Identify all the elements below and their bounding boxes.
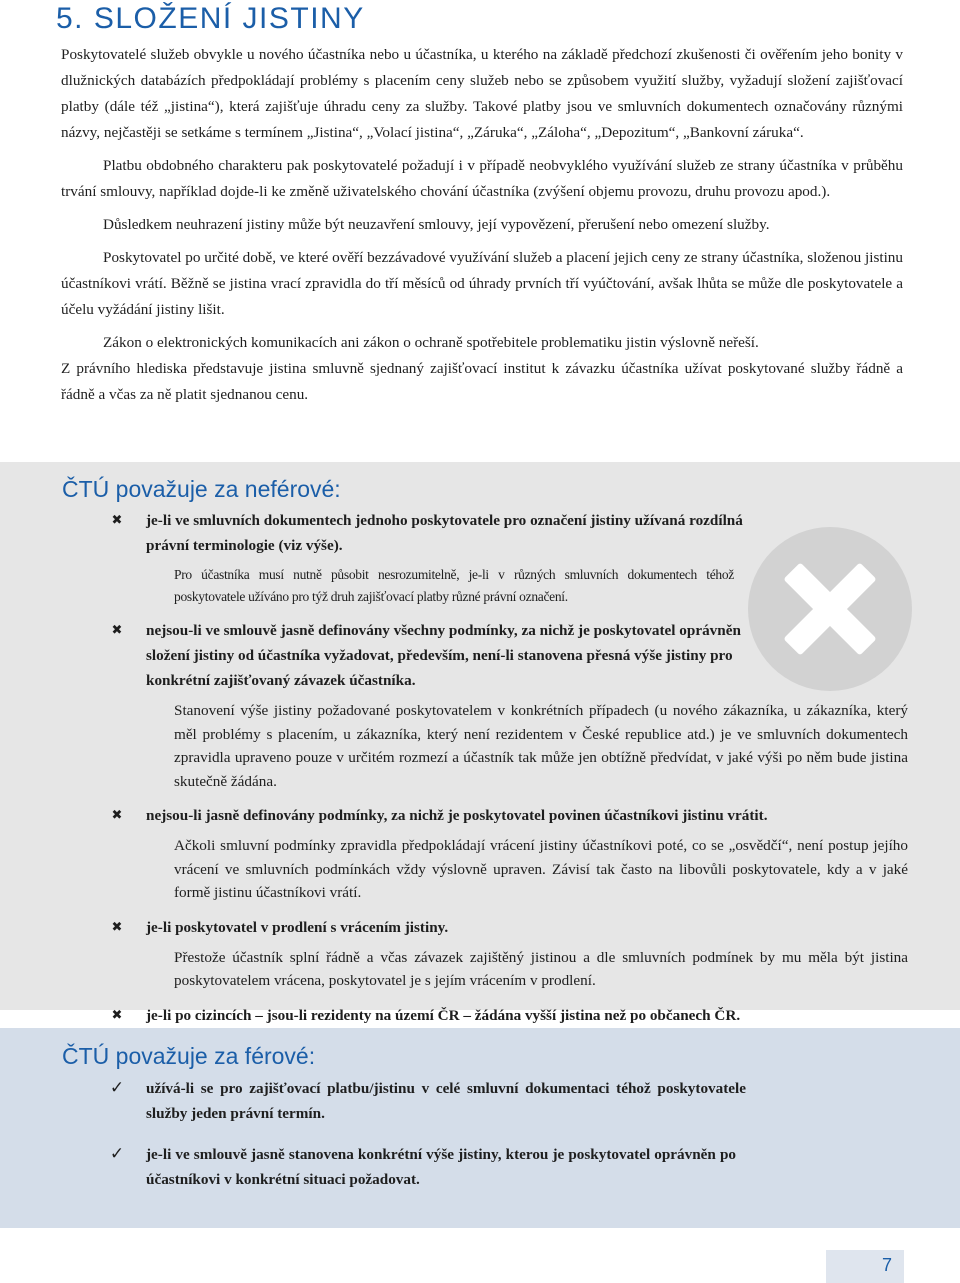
list-item	[108, 508, 908, 608]
page-number-box	[826, 1250, 904, 1283]
list-item	[108, 1076, 908, 1126]
fair-list	[108, 1076, 908, 1202]
item-lead: je-li ve smluvních dokumentech jednoho poskytovatele pro označení jistiny užívaná rozdílná právní terminologie (viz výše).	[146, 512, 743, 554]
page-number: 7	[881, 1255, 892, 1275]
cross-icon: ✖	[111, 1007, 123, 1023]
cross-icon: ✖	[111, 919, 123, 935]
unfair-list	[108, 508, 908, 1038]
cross-icon: ✖	[111, 808, 123, 823]
list-item	[108, 915, 908, 993]
intro-paragraph: Zákon o elektronických komunikacích ani zákon o ochraně spotřebitele problematiku jistin výslovně neřeší.	[103, 334, 759, 351]
item-lead: nejsou-li jasně definovány podmínky, za nichž je poskytovatel povinen účastníkovi jistinu vrátit.	[146, 807, 768, 824]
cross-icon: ✖	[111, 513, 123, 528]
item-lead: je-li ve smlouvě jasně stanovena konkrétní výše jistiny, kterou je poskytovatel oprávněn po účastníkovi v konkrétní situaci požadovat.	[146, 1146, 736, 1188]
item-lead: nejsou-li ve smlouvě jasně definovány všechny podmínky, za nichž je poskytovatel oprávněn složení jistiny od účastníka vyžadovat, především, není-li stanovena přesná výše jistiny pro konkrétní zajišťovaný závazek účastníka.	[146, 622, 741, 689]
item-detail: Přestože účastník splní řádně a včas závazek zajištěný jistinou a dle smluvních podmínek by mu měla být jistina poskytovatelem vrácena, poskytovatel je s jejím vrácením v prodlení.	[174, 948, 908, 989]
intro-text	[61, 42, 903, 415]
section-heading: 5. SLOŽENÍ JISTINY	[56, 2, 365, 35]
check-icon: ✓	[109, 1078, 125, 1098]
list-item	[108, 1142, 908, 1192]
intro-paragraph: Platbu obdobného charakteru pak poskytovatelé požadují i v případě neobvyklého využívání služeb ze strany účastníka v průběhu trvání smlouvy, například dojde-li ke změně uživatelského chování účastníka (zvýšení objemu provozu, druhu provozu apod.).	[61, 157, 903, 200]
item-detail: Pro účastníka musí nutně působit nesrozumitelně, je-li v různých smluvních dokumentech téhož poskytovatele užíváno pro týž druh zajišťovací platby různé právní označení.	[174, 567, 734, 604]
item-lead: je-li po cizincích – jsou-li rezidenty na území ČR – žádána vyšší jistina než po občanech ČR.	[146, 1006, 741, 1024]
check-icon: ✓	[109, 1144, 125, 1164]
list-item	[108, 803, 908, 905]
item-detail: Stanovení výše jistiny požadované poskytovatelem v konkrétních případech (u nového zákazníka, u zákazníka, který měl problémy s placením, u zákazníka, který není rezidentem v České republice atd.) je ve smluvních dokumentech zpravidla upraveno pouze v určitém rozmezí a účastník tak může jen obtížně předvídat, v jaké výši po něm bude jistina skutečně žádána.	[174, 702, 908, 790]
unfair-title: ČTÚ považuje za neférové:	[62, 476, 341, 502]
item-lead: je-li poskytovatel v prodlení s vrácením jistiny.	[146, 918, 449, 936]
intro-paragraph: Poskytovatelé služeb obvykle u nového účastníka nebo u účastníka, u kterého na základě předchozí zkušenosti či ověřením jeho bonity v dlužnických databázích předpokládají problémy s placením ceny služeb nebo se způsobem využití služby, vyžadují složení zajišťovací platby (dále též „jistina“), která zajišťuje úhradu ceny za služby. Takové platby jsou ve smluvních dokumentech označovány různými názvy, nejčastěji se setkáme s termínem „Jistina“, „Volací jistina“, „Záruka“, „Záloha“, „Depozitum“, „Bankovní záruka“.	[61, 46, 903, 141]
list-item	[108, 618, 908, 793]
intro-paragraph: Poskytovatel po určité době, ve které ověří bezzávadové využívání služeb a placení jejich ceny ze strany účastníka, složenou jistinu účastníkovi vrátí. Běžně se jistina vrací zpravidla do tří měsíců od úhrady prvních tří vyúčtování, avšak lhůta se může dle poskytovatele a účelu vyžádání jistiny lišit.	[61, 249, 903, 318]
fair-title: ČTÚ považuje za férové:	[62, 1043, 316, 1069]
cross-icon: ✖	[111, 623, 123, 638]
item-lead: užívá-li se pro zajišťovací platbu/jistinu v celé smluvní dokumentaci téhož poskytovatele služby jeden právní termín.	[146, 1080, 746, 1122]
list-item	[108, 1003, 908, 1028]
item-detail: Ačkoli smluvní podmínky zpravidla předpokládají vrácení jistiny účastníkovi poté, co se „osvědčí“, není postup jejího vrácení ve smluvních podmínkách vždy výslovně upraven. Závisí tak často na libovůli poskytovatele, kdy a v jaké formě jistinu účastníkovi vrátí.	[174, 837, 908, 901]
intro-paragraph: Důsledkem neuhrazení jistiny může být neuzavření smlouvy, její vypovězení, přerušení nebo omezení služby.	[103, 216, 770, 233]
intro-paragraph: Z právního hlediska představuje jistina smluvně sjednaný zajišťovací institut k závazku účastníka užívat poskytované služby řádně a řádně a včas za ně platit sjednanou cenu.	[61, 360, 903, 403]
